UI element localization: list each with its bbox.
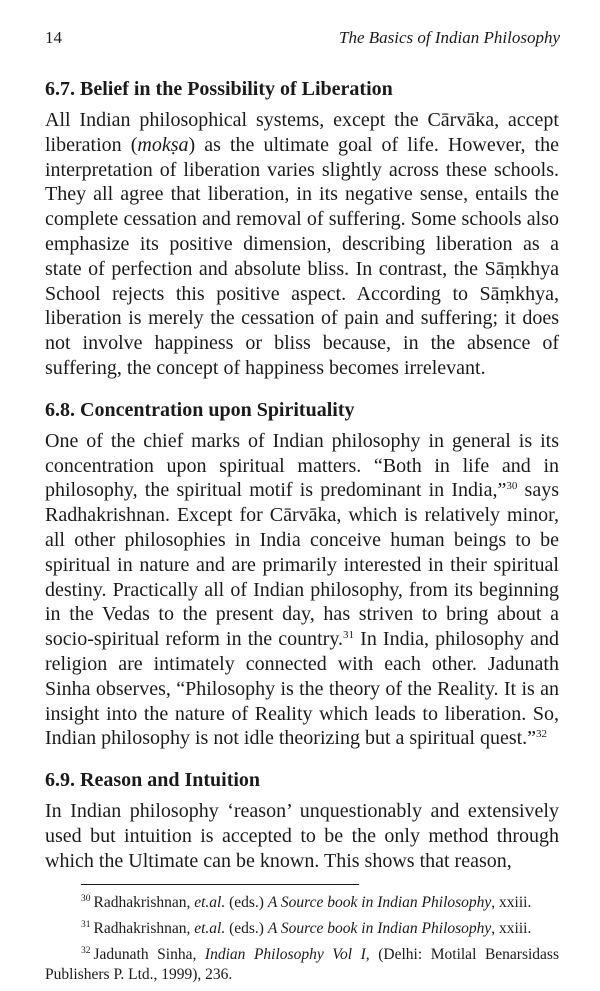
footnote-title: A Source book in Indian Philosophy: [267, 893, 492, 911]
footnote-rest: (Delhi: Motilal Benarsidass Publishers P. Ltd., 1999), 236.: [45, 945, 559, 983]
footnote-number: 32: [81, 945, 91, 956]
page-content: [45, 76, 559, 991]
footnote-31: [45, 919, 559, 939]
text-run: One of the chief marks of Indian philosophy in general is its concentration upon spiritual matters. “Both in life and in philosophy, the spiritual motif is predominant in India,”: [45, 429, 559, 502]
text-run: In India, philosophy and religion are intimately connected with each other. Jadunath Sinha observes, “Philosophy is the theory of the Reality. It is an insight into the nature of Reality which leads to liberation. So, Indian philosophy is not idle theorizing but a spiritual quest.”: [45, 628, 559, 750]
footnote-eds: (eds.): [225, 893, 268, 911]
footnote-rest: , xxiii.: [491, 919, 532, 937]
footnote-author: Radhakrishnan,: [93, 919, 195, 937]
footnote-etal: et.al.: [194, 893, 226, 911]
section-heading-spirituality: 6.8. Concentration upon Spirituality: [45, 398, 355, 421]
italic-term: mokṣa: [137, 133, 189, 156]
text-run: says Radhakrishnan. Except for Cārvāka, which is relatively minor, all other philosophies in India conceive human beings to be spiritual in nature and are primarily interested in their spiritual destiny. Practically all of Indian philosophy, from its beginning in the Vedas to the present day, has striven to bring about a socio-spiritual reform in the country.: [45, 479, 559, 651]
section-heading-reason: 6.9. Reason and Intuition: [45, 769, 261, 792]
footnote-eds: (eds.): [225, 919, 268, 937]
footnote-32: [45, 945, 559, 985]
footnote-rest: , xxiii.: [491, 893, 532, 911]
footnote-ref-32[interactable]: 32: [536, 728, 548, 741]
footnote-title: Indian Philosophy Vol I,: [204, 945, 370, 963]
section-heading-liberation: 6.7. Belief in the Possibility of Liberation: [45, 78, 393, 100]
paragraph-spirituality: [45, 429, 559, 751]
text-run: ) as the ultimate goal of life. However, the interpretation of liberation varies slightly across these schools. They all agree that liberation, in its negative sense, entails the complete cessation and removal of suffering. Some schools also emphasize its positive dimension, describing liberation as a state of perfection and absolute bliss. In contrast, the Sāṃkhya School rejects this positive aspect. According to Sāṃkhya, liberation is merely the cessation of pain and suffering; it does not involve happiness or bliss because, in the absence of suffering, the concept of happiness becomes irrelevant.: [45, 133, 559, 379]
footnote-number: 30: [81, 893, 91, 904]
page-header: [45, 28, 560, 52]
footnote-etal: et.al.: [194, 919, 226, 937]
footnote-title: A Source book in Indian Philosophy: [267, 919, 492, 937]
footnote-number: 31: [81, 919, 91, 930]
paragraph-reason: In Indian philosophy ‘reason’ unquestionably and extensively used but intuition is accepted to be the only method through which the Ultimate can be known. This shows that reason,: [45, 800, 559, 872]
footnote-divider: [81, 884, 359, 885]
running-title: The Basics of Indian Philosophy: [339, 28, 560, 47]
footnote-ref-31[interactable]: 31: [343, 629, 355, 642]
footnote-author: Jadunath Sinha,: [93, 945, 205, 963]
paragraph-liberation: [45, 108, 559, 381]
footnotes: [45, 893, 559, 985]
footnote-30: [45, 893, 559, 913]
footnote-ref-30[interactable]: 30: [506, 480, 518, 493]
footnote-author: Radhakrishnan,: [93, 893, 195, 911]
text-run: All Indian philosophical systems, except the Cārvāka, accept liberation (: [45, 109, 559, 156]
page-number: 14: [45, 28, 62, 47]
